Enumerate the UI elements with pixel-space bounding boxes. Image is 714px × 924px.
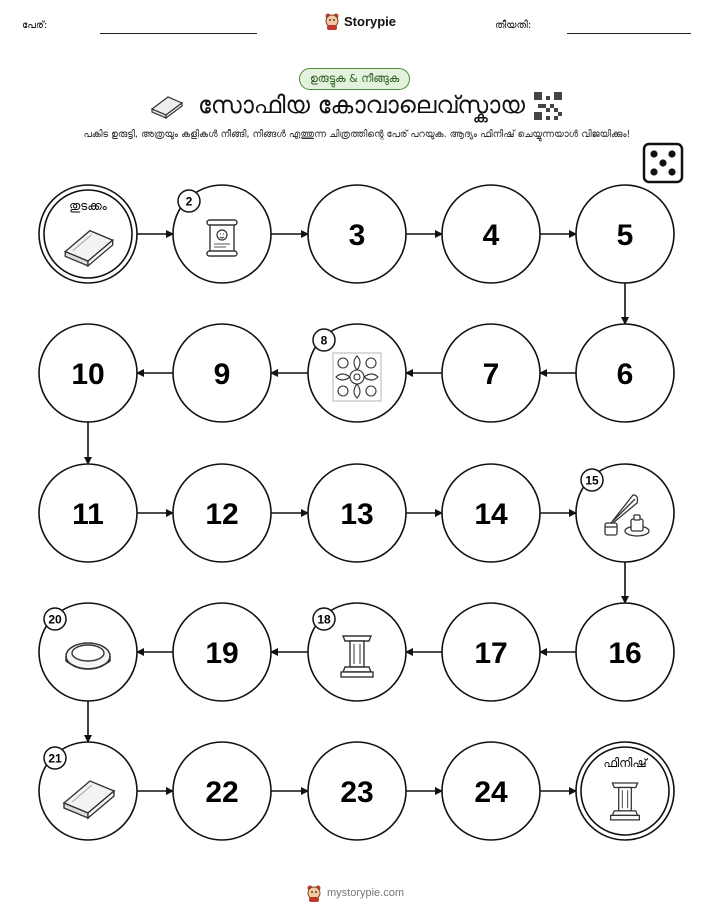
board-space-15[interactable] [576,464,674,562]
scroll-icon [207,220,237,256]
board-space-24[interactable] [442,742,540,840]
space-number: 5 [616,219,634,252]
space-number: 21 [48,751,62,766]
finish-space[interactable] [576,742,674,840]
space-number: 8 [320,333,328,348]
space-number: 14 [474,498,508,531]
space-number: 15 [585,473,599,488]
board-space-12[interactable] [173,464,271,562]
space-number: 18 [317,612,331,627]
space-number: 4 [482,219,500,252]
name-label: പേര്: [22,20,48,31]
board-space-17[interactable] [442,603,540,701]
space-number: 24 [474,776,508,809]
start-label: തുടക്കം [69,199,107,213]
board-space-19[interactable] [173,603,271,701]
instructions: പകിട ഉരുട്ടി, അത്രയും കളികൾ നീങ്ങി, നിങ്ങൾ എത്തുന്ന ചിത്രത്തിന്റെ പേര് പറയുക. ആദ്യം ഫിനിഷ് ചെയ്യുന്നയാൾ വിജയിക്കും! [83,129,631,140]
page-title: സോഫിയ കോവാലെവ്സ്കായ [198,91,525,119]
board-space-5[interactable] [576,185,674,283]
space-number: 16 [608,637,642,670]
board-space-14[interactable] [442,464,540,562]
board-space-16[interactable] [576,603,674,701]
space-number: 20 [48,612,62,627]
start-space[interactable] [39,185,137,283]
board-space-13[interactable] [308,464,406,562]
space-number: 23 [340,776,374,809]
board-space-3[interactable] [308,185,406,283]
space-number: 13 [340,498,374,531]
board-space-2[interactable] [173,185,271,283]
space-number: 7 [482,358,500,391]
board-space-7[interactable] [442,324,540,422]
board-space-22[interactable] [173,742,271,840]
bear-mascot-icon [306,884,322,902]
board-space-23[interactable] [308,742,406,840]
space-number: 6 [616,358,634,391]
space-number: 11 [72,498,104,531]
board-space-8[interactable] [308,324,406,422]
footer-site[interactable]: mystorypie.com [327,887,405,899]
board-space-18[interactable] [308,603,406,701]
footer [306,884,404,902]
board-space-10[interactable] [39,324,137,422]
date-label: തീയതി: [495,20,532,31]
space-number: 17 [474,637,508,670]
ring-icon [66,643,110,669]
board-space-11[interactable] [39,464,137,562]
board-space-20[interactable] [39,603,137,701]
board-space-9[interactable] [173,324,271,422]
activity-tag: ഉരുട്ടുക & നീങ്ങുക [299,68,410,90]
space-number: 19 [205,637,239,670]
board-space-4[interactable] [442,185,540,283]
space-number: 12 [205,498,239,531]
board-space-21[interactable] [39,742,137,840]
brand-name: Storypie [344,13,397,29]
space-number: 10 [71,358,105,391]
space-number: 3 [348,219,366,252]
space-number: 9 [213,358,231,391]
space-number: 22 [205,776,239,809]
finish-label: ഫിനിഷ് [603,756,647,770]
board-space-6[interactable] [576,324,674,422]
space-number: 2 [185,194,193,209]
